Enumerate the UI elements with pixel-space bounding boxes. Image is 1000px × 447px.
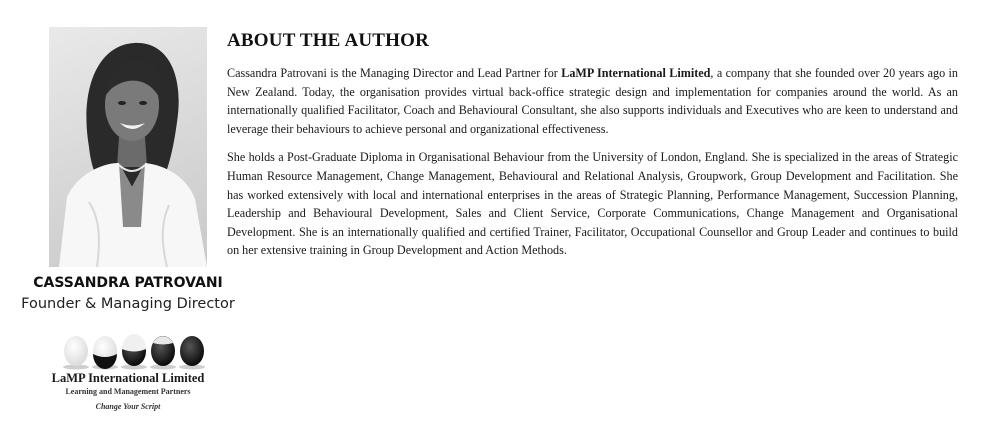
logo-tagline: Learning and Management Partners bbox=[65, 387, 191, 396]
eggs-logo-icon bbox=[60, 334, 210, 370]
author-name: CASSANDRA PATROVANI bbox=[33, 275, 223, 291]
author-photo bbox=[49, 27, 207, 267]
bio-paragraph-1 bbox=[227, 64, 958, 138]
company-logo bbox=[40, 334, 216, 414]
company-name-bold: LaMP International Limited bbox=[561, 66, 711, 80]
about-section bbox=[227, 30, 958, 270]
section-heading: ABOUT THE AUTHOR bbox=[227, 30, 430, 51]
bio-text-end: , a company that she founded over 20 years ago in New Zealand. Today, the organisation provides virtual back-office strategic design and implementation for companies around the world. As an internationally qualified Facilitator, Coach and Behavioural Consultant, she also supports individuals and Executives who are keen to understand and leverage their behaviours to achieve personal and organizational effectiveness. bbox=[227, 66, 959, 136]
logo-company-name: LaMP International Limited bbox=[51, 371, 205, 385]
bio-paragraph-2: She holds a Post-Graduate Diploma in Organisational Behaviour from the University of London, England. She is specialized in the areas of Strategic Human Resource Management, Change Management, Behavioural and Relational Analysis, Groupwork, Group Development and Facilitation. She has worked extensively with local and international enterprises in the areas of Strategic Planning, Performance Management, Succession Planning, Leadership and Behavioural Development, Sales and Client Service, Corporate Communications, Change Management and Organisational Development. She is an internationally qualified and certified Trainer, Facilitator, Occupational Counsellor and Group Leader and continues to build on her extensive training in Group Development and Action Methods. bbox=[227, 150, 958, 258]
bio-text-start: Cassandra Patrovani is the Managing Director and Lead Partner for bbox=[227, 66, 562, 80]
logo-slogan: Change Your Script bbox=[95, 402, 161, 411]
author-role: Founder & Managing Director bbox=[21, 296, 235, 312]
